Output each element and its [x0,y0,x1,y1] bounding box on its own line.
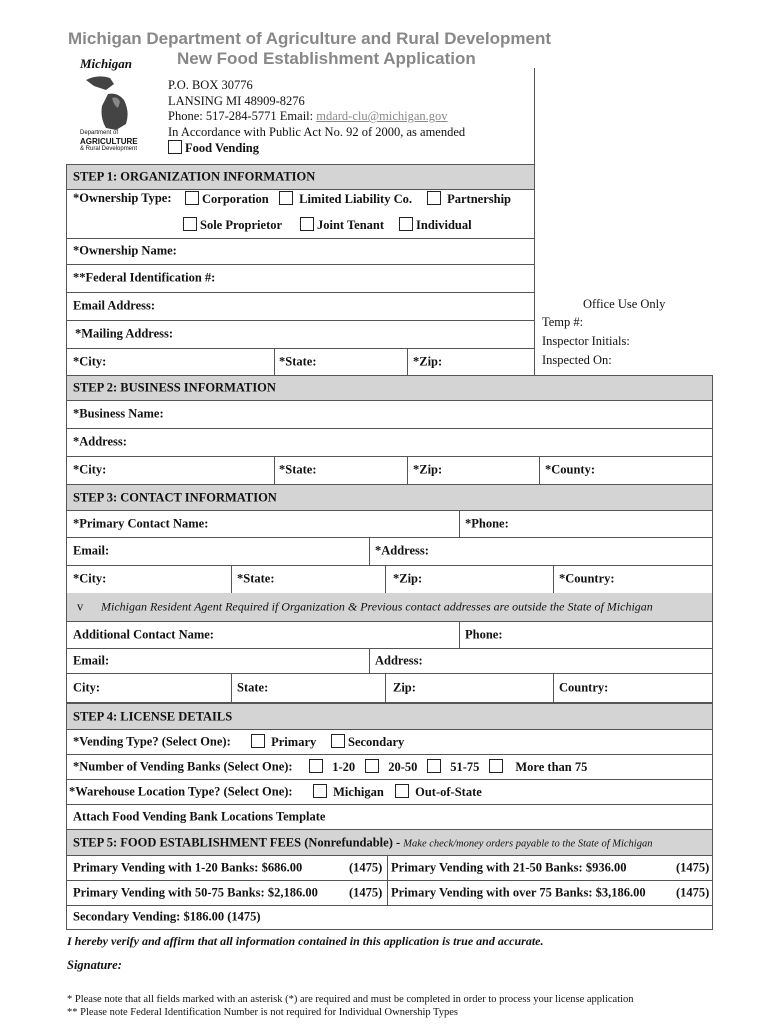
llc-checkbox[interactable] [279,191,293,205]
warehouse-label: *Warehouse Location Type? (Select One): [69,784,293,798]
opt-secondary[interactable] [331,734,404,750]
logo-text [80,130,138,153]
office-inspected-on: Inspected On: [542,353,612,367]
banks-more-75-label: More than 75 [515,759,588,774]
business-address-field[interactable] [66,428,713,457]
corporation-label: Corporation [202,192,269,206]
out-of-state-label: Out-of-State [415,784,482,799]
warehouse-row [66,779,713,805]
federal-id-field[interactable] [66,264,535,293]
additional-country-label: Country: [559,680,609,694]
org-email-label: Email Address: [73,298,156,313]
fee-code: (1475) [676,860,710,874]
fee-primary-50-75: Primary Vending with 50-75 Banks: $2,186.00 [73,885,318,899]
michigan-checkbox[interactable] [313,784,327,798]
business-zip-label: *Zip: [413,462,443,477]
out-of-state-checkbox[interactable] [395,784,409,798]
divider [459,621,460,648]
business-state-label: *State: [279,462,317,477]
agency-title: Michigan Department of Agriculture and Rural Development [68,29,551,48]
logo-state-name: Michigan [80,56,133,71]
divider [539,456,540,484]
contact-address-label: *Address: [375,543,429,558]
header-divider [534,68,535,164]
verify-statement: I hereby verify and affirm that all information contained in this application is true and accurate. [67,934,544,948]
fee-row-1 [66,855,713,881]
contact-email-row [66,537,713,566]
opt-llc[interactable] [279,191,412,207]
step4-heading [66,703,713,730]
logo-line-2: AGRICULTURE [80,137,138,146]
divider [369,537,370,565]
corporation-checkbox[interactable] [185,191,199,205]
opt-banks-20-50[interactable] [365,759,417,775]
contact-state-label: *State: [237,571,275,586]
primary-phone-label: *Phone: [465,516,509,530]
signature-label[interactable]: Signature: [67,958,122,972]
opt-out-of-state[interactable] [395,784,482,800]
org-state-label: *State: [279,354,317,368]
mailing-address-field[interactable] [66,320,535,349]
mailing-address-label: *Mailing Address: [75,326,174,341]
business-city-row [66,456,713,485]
ownership-name-field[interactable] [66,238,535,265]
contact-country-label: *Country: [559,571,615,586]
fee-primary-21-50: Primary Vending with 21-50 Banks: $936.00 [391,860,627,874]
act-line: In Accordance with Public Act No. 92 of 2000, as amended [168,124,466,139]
banks-51-75-checkbox[interactable] [427,759,441,773]
fee-code: (1475) [349,860,383,874]
step1-heading-text: STEP 1: ORGANIZATION INFORMATION [73,169,316,184]
divider [553,565,554,593]
additional-city-row [66,673,713,703]
divider [369,648,370,673]
primary-label: Primary [271,734,317,749]
federal-id-label: **Federal Identification #: [73,270,216,285]
mailing-block [168,78,465,157]
vending-type-row [66,729,713,755]
fee-secondary: Secondary Vending: $186.00 (1475) [73,909,261,924]
office-temp: Temp #: [542,315,584,329]
footnote-federal-id: ** Please note Federal Identification Number is not required for Individual Ownership Types [67,1007,458,1018]
phone-text: Phone: 517-284-5771 Email: [168,109,317,124]
michigan-label: Michigan [333,784,384,799]
llc-label: Limited Liability Co. [299,192,412,206]
additional-phone-label: Phone: [465,627,503,641]
sole-checkbox[interactable] [183,217,197,231]
step3-heading [66,484,713,511]
individual-checkbox[interactable] [399,217,413,231]
additional-city-label: City: [73,680,101,694]
form-title: New Food Establishment Application [177,49,476,68]
fee-primary-over-75: Primary Vending with over 75 Banks: $3,186.00 [391,885,646,899]
banks-20-50-checkbox[interactable] [365,759,379,773]
business-name-field[interactable] [66,400,713,429]
divider [385,565,386,593]
additional-state-label: State: [237,680,269,694]
step5-heading [66,829,713,856]
opt-corporation[interactable] [185,191,269,207]
step1-heading [66,164,535,190]
po-box: P.O. BOX 30776 [168,78,253,92]
ownership-name-label: *Ownership Name: [73,243,177,258]
step5-heading-note: Make check/money orders payable to the State of Michigan [403,838,653,849]
business-city-label: *City: [73,462,107,477]
contact-email-label: Email: [73,543,110,558]
divider [387,855,388,880]
step5-heading-text [73,835,652,850]
opt-joint[interactable] [300,217,384,233]
banks-51-75-label: 51-75 [450,759,480,774]
logo-line-3: & Rural Development [80,146,138,152]
step3-heading-text: STEP 3: CONTACT INFORMATION [73,490,277,504]
phone-email-line [168,109,465,125]
primary-checkbox[interactable] [251,734,265,748]
divider [274,456,275,484]
step2-heading [66,375,713,401]
michigan-logo [74,56,164,156]
city-line: LANSING MI 48909-8276 [168,93,305,108]
logo-line-1: Department of [80,130,119,136]
primary-contact-row [66,510,713,538]
business-address-label: *Address: [73,434,127,449]
org-zip-label: *Zip: [413,354,443,368]
opt-banks-1-20[interactable] [309,759,355,775]
divider [459,510,460,537]
divider [407,348,408,375]
divider [231,565,232,593]
fee-code: (1475) [349,885,383,899]
footnote-asterisk: * Please note that all fields marked with an asterisk (*) are required and must be completed in order to process your license application [67,994,634,1005]
org-email-field[interactable] [66,292,535,321]
sole-label: Sole Proprietor [200,218,283,232]
opt-individual[interactable] [399,217,472,233]
banks-1-20-label: 1-20 [332,759,356,774]
partnership-label: Partnership [447,192,512,206]
email-link[interactable]: mdard-clu@michigan.gov [316,109,448,124]
opt-banks-51-75[interactable] [427,759,479,775]
fee-primary-1-20: Primary Vending with 1-20 Banks: $686.00 [73,860,303,874]
additional-contact-label: Additional Contact Name: [73,627,214,641]
opt-michigan[interactable] [313,784,384,800]
primary-contact-label: *Primary Contact Name: [73,516,209,530]
individual-label: Individual [416,218,472,232]
business-name-label: *Business Name: [73,406,164,421]
food-vending-checkbox[interactable] [168,140,182,154]
attach-template-label: Attach Food Vending Bank Locations Template [73,809,326,823]
opt-banks-more-75[interactable] [489,759,587,775]
secondary-label: Secondary [348,734,405,749]
bullet-icon: v [77,599,84,614]
additional-email-row [66,648,713,674]
resident-agent-text: Michigan Resident Agent Required if Organization & Previous contact addresses are outside the State of Michigan [101,599,653,614]
contact-city-row [66,565,713,594]
opt-primary[interactable] [251,734,316,750]
ownership-type-label: *Ownership Type: [73,191,172,205]
joint-checkbox[interactable] [300,217,314,231]
attach-template-row [66,804,713,830]
contact-city-label: *City: [73,571,107,586]
opt-sole[interactable] [183,217,282,233]
additional-zip-label: Zip: [393,680,416,694]
opt-partnership[interactable] [427,191,511,207]
org-city-row [66,348,535,376]
vending-banks-label: *Number of Vending Banks (Select One): [73,759,293,773]
org-city-label: *City: [73,354,107,368]
secondary-checkbox[interactable] [331,734,345,748]
banks-20-50-label: 20-50 [388,759,418,774]
michigan-map-icon [80,72,140,134]
additional-contact-row [66,621,713,649]
fee-code: (1475) [676,885,710,899]
divider [385,673,386,702]
step4-heading-text: STEP 4: LICENSE DETAILS [73,709,233,723]
resident-agent-note [66,593,713,622]
step2-heading-text: STEP 2: BUSINESS INFORMATION [73,380,276,395]
food-vending-option [168,140,465,157]
additional-address-label: Address: [375,653,423,667]
divider [387,880,388,905]
partnership-checkbox[interactable] [427,191,441,205]
business-county-label: *County: [545,462,596,477]
joint-label: Joint Tenant [317,218,385,232]
contact-zip-label: *Zip: [393,571,423,586]
vending-banks-row [66,754,713,780]
office-inspector: Inspector Initials: [542,334,630,348]
divider [407,456,408,484]
ownership-type-row [66,189,535,239]
additional-email-label: Email: [73,653,110,667]
step5-heading-label: STEP 5: FOOD ESTABLISHMENT FEES (Nonrefundable) - [73,835,404,849]
vending-type-label: *Vending Type? (Select One): [73,734,231,748]
food-vending-label: Food Vending [185,141,259,156]
banks-more-75-checkbox[interactable] [489,759,503,773]
divider [231,673,232,702]
divider [553,673,554,702]
banks-1-20-checkbox[interactable] [309,759,323,773]
fee-row-3 [66,905,713,930]
divider [274,348,275,375]
office-use-title: Office Use Only [583,297,666,311]
fee-row-2 [66,880,713,906]
